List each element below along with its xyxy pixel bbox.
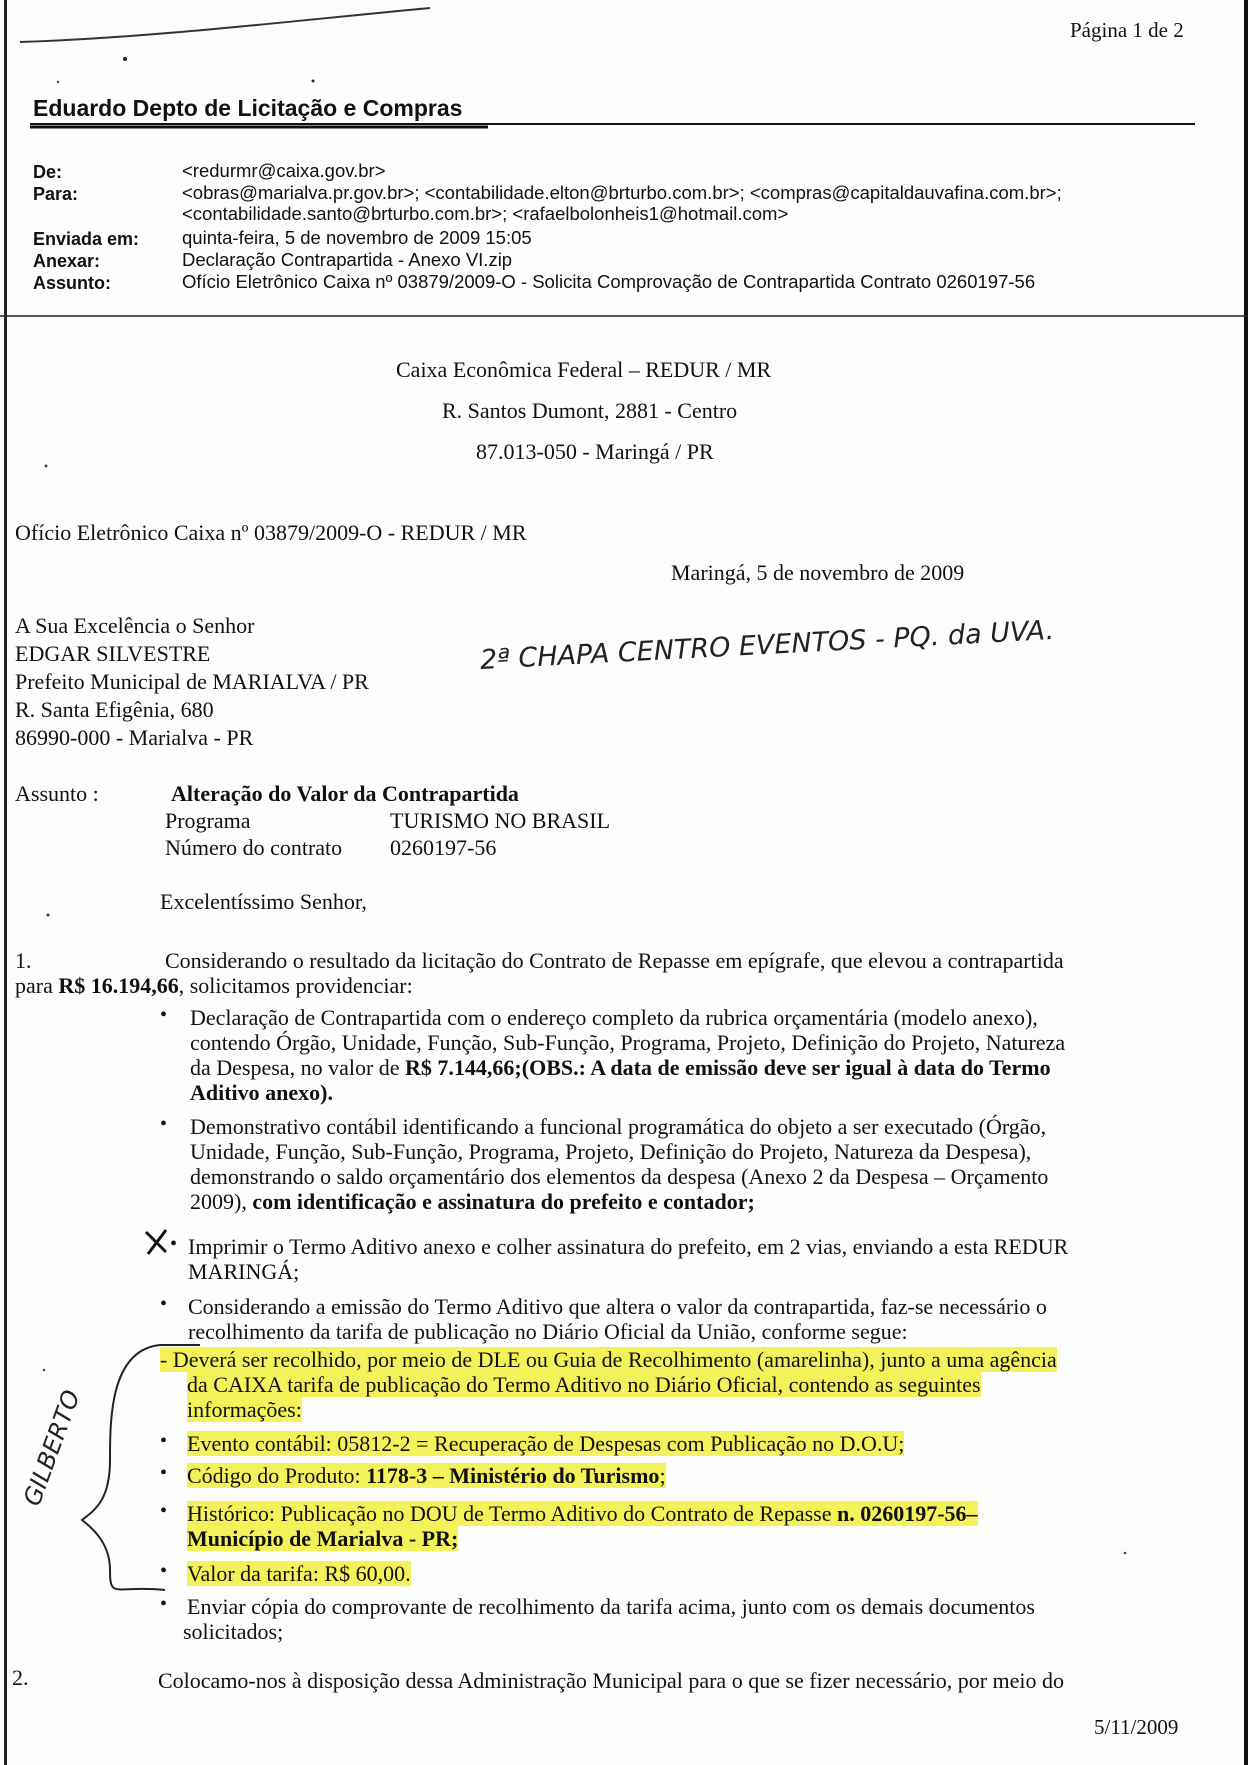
bullet2-line4: 2009), com identificação e assinatura do prefeito e contador; xyxy=(190,1189,755,1214)
sent-value: quinta-feira, 5 de novembro de 2009 15:05 xyxy=(182,227,532,248)
para1-line1: Considerando o resultado da licitação do Contrato de Repasse em epígrafe, que elevou a contrapartida xyxy=(165,948,1064,973)
bullet-dot: • xyxy=(160,1462,168,1484)
pen-stroke-top xyxy=(20,8,430,42)
sender-line2: R. Santos Dumont, 2881 - Centro xyxy=(442,398,738,423)
bullet4-line1: Considerando a emissão do Termo Aditivo que altera o valor da contrapartida, faz-se necessário o xyxy=(188,1294,1047,1319)
bullet7-line2: Município de Marialva - PR; xyxy=(187,1526,459,1551)
page-label: Página 1 de 2 xyxy=(1070,18,1184,42)
from-label: De: xyxy=(33,162,63,182)
contract-label: Número do contrato xyxy=(165,835,343,860)
from-value: <redurmr@caixa.gov.br> xyxy=(182,160,386,181)
attach-label: Anexar: xyxy=(33,251,101,271)
bullet-dot: • xyxy=(160,1430,168,1452)
oficio-ref: Ofício Eletrônico Caixa nº 03879/2009-O - REDUR / MR xyxy=(15,520,527,545)
bullet3-line2: MARINGÁ; xyxy=(188,1259,300,1284)
bullet2-line3: demonstrando o saldo orçamentário dos elementos da despesa (Anexo 2 da Despesa – Orçamento xyxy=(190,1164,1049,1189)
recipient-line2: EDGAR SILVESTRE xyxy=(15,641,211,666)
bullet4-line2: recolhimento da tarifa de publicação no Diário Oficial da União, conforme segue: xyxy=(188,1319,908,1344)
bullet6: Código do Produto: 1178-3 – Ministério do Turismo; xyxy=(187,1463,666,1488)
contract-value: 0260197-56 xyxy=(390,835,497,860)
x-mark-icon xyxy=(146,1230,166,1254)
dash-line1: - Deverá ser recolhido, por meio de DLE ou Guia de Recolhimento (amarelinha), junto a uma agência xyxy=(160,1347,1057,1372)
bullet2-line2: Unidade, Função, Sub-Função, Programa, Projeto, Definição do Projeto, Natureza da Despesa), xyxy=(190,1139,1032,1164)
bullet1-line1: Declaração de Contrapartida com o endereço completo da rubrica orçamentária (modelo anexo), xyxy=(190,1005,1038,1030)
handwritten-brace xyxy=(82,1345,168,1590)
recipient-line3: Prefeito Municipal de MARIALVA / PR xyxy=(15,669,369,694)
sender-line3: 87.013-050 - Maringá / PR xyxy=(476,439,714,464)
assunto-title: Alteração do Valor da Contrapartida xyxy=(171,781,519,806)
para2-text: Colocamo-nos à disposição dessa Administração Municipal para o que se fizer necessário, por meio do xyxy=(158,1668,1065,1693)
para1-number: 1. xyxy=(15,948,32,973)
handwritten-note: 2ª CHAPA CENTRO EVENTOS - PQ. da UVA. xyxy=(479,614,1055,676)
recipient-line4: R. Santa Efigênia, 680 xyxy=(15,697,214,722)
recipient-line5: 86990-000 - Marialva - PR xyxy=(15,725,254,750)
place-date: Maringá, 5 de novembro de 2009 xyxy=(671,560,965,585)
bullet-dot: • xyxy=(160,1560,168,1582)
bullet1-line4: Aditivo anexo). xyxy=(190,1080,333,1105)
bullet1-line2: contendo Órgão, Unidade, Função, Sub-Função, Programa, Projeto, Definição do Projeto, Natureza xyxy=(190,1030,1066,1055)
bullet1-line3: da Despesa, no valor de R$ 7.144,66;(OBS.: A data de emissão deve ser igual à data do Termo xyxy=(190,1055,1051,1080)
bullet-dot: • xyxy=(160,1004,168,1026)
bullet8: Valor da tarifa: R$ 60,00. xyxy=(187,1561,411,1586)
attach-value: Declaração Contrapartida - Anexo VI.zip xyxy=(182,249,513,270)
bullet9-line1: Enviar cópia do comprovante de recolhimento da tarifa acima, junto com os demais documentos xyxy=(187,1594,1035,1619)
subject-label: Assunto: xyxy=(33,273,111,293)
handwritten-side-note: GILBERTO xyxy=(18,1386,86,1510)
to-value-line2: <contabilidade.santo@brturbo.com.br>; <rafaelbolonheis1@hotmail.com> xyxy=(182,203,789,224)
bullet3-line1: Imprimir o Termo Aditivo anexo e colher assinatura do prefeito, em 2 vias, enviando a esta REDUR xyxy=(188,1234,1069,1259)
dash-line2: da CAIXA tarifa de publicação do Termo Aditivo no Diário Oficial, contendo as seguintes xyxy=(187,1372,981,1397)
to-label: Para: xyxy=(33,184,79,204)
mailbox-title: Eduardo Depto de Licitação e Compras xyxy=(33,95,463,121)
recipient-line1: A Sua Excelência o Senhor xyxy=(15,613,255,638)
bullet7-line1: Histórico: Publicação no DOU de Termo Aditivo do Contrato de Repasse n. 0260197-56– xyxy=(187,1501,978,1526)
bullet-dot: • xyxy=(170,1233,178,1255)
sent-label: Enviada em: xyxy=(33,229,140,249)
bullet2-line1: Demonstrativo contábil identificando a funcional programática do objeto a ser executado (Órgão, xyxy=(190,1114,1047,1139)
program-value: TURISMO NO BRASIL xyxy=(390,808,611,833)
para2-number: 2. xyxy=(12,1665,29,1690)
program-label: Programa xyxy=(165,808,251,833)
bullet-dot: • xyxy=(160,1593,168,1615)
sender-line1: Caixa Econômica Federal – REDUR / MR xyxy=(396,357,772,382)
bullet9-line2: solicitados; xyxy=(183,1619,284,1644)
salutation: Excelentíssimo Senhor, xyxy=(160,889,367,914)
footer-date: 5/11/2009 xyxy=(1094,1715,1179,1739)
subject-value: Ofício Eletrônico Caixa nº 03879/2009-O - Solicita Comprovação de Contrapartida Contrato 0260197-56 xyxy=(182,271,1036,292)
para1-line2: para R$ 16.194,66, solicitamos providenciar: xyxy=(15,973,413,998)
bullet5: Evento contábil: 05812-2 = Recuperação de Despesas com Publicação no D.O.U; xyxy=(187,1431,905,1456)
bullet-dot: • xyxy=(160,1293,168,1315)
bullet-dot: • xyxy=(160,1113,168,1135)
assunto-label: Assunto : xyxy=(15,781,99,806)
bullet-dot: • xyxy=(160,1500,168,1522)
to-value-line1: <obras@marialva.pr.gov.br>; <contabilidade.elton@brturbo.com.br>; <compras@capitaldauvafina.com.br>; xyxy=(182,182,1062,203)
dash-line3: informações: xyxy=(187,1397,302,1422)
